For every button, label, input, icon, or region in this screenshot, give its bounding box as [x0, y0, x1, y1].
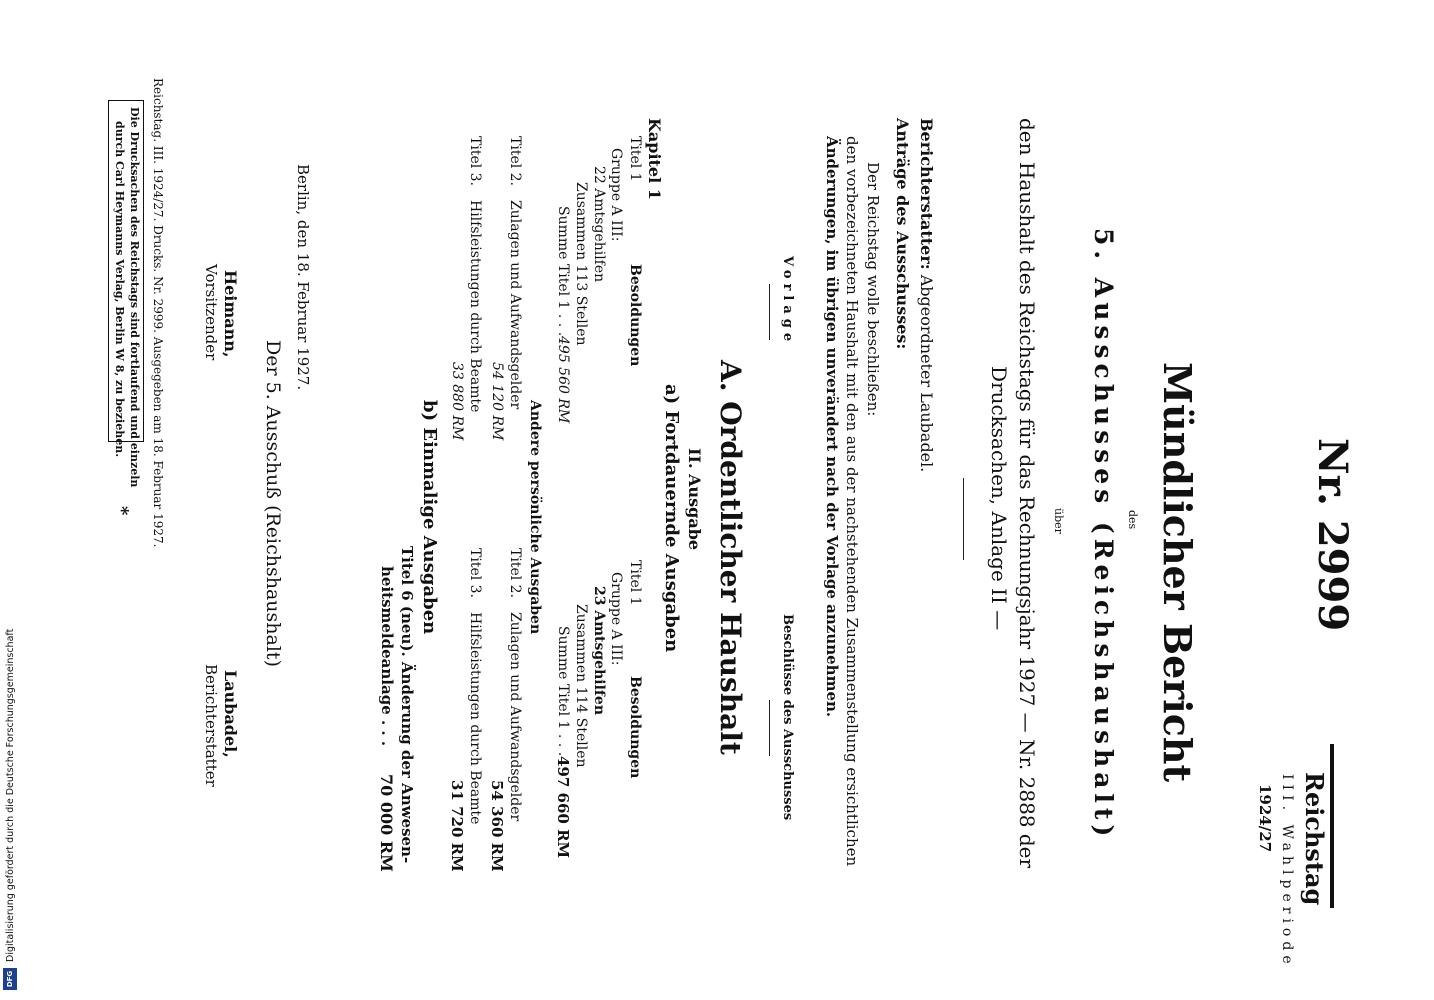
right-summe: Summe Titel 1 . . .: [555, 626, 571, 757]
footer-star: *: [111, 506, 132, 516]
vorlage-underline: [769, 284, 770, 340]
right-besoldungen: Besoldungen: [627, 676, 643, 779]
title-divider: [963, 478, 964, 560]
right-titel-6-line-1: Titel 6 (neu). Änderung der Anwesen-: [398, 546, 416, 864]
right-summe-value: 497 660 RM: [554, 756, 572, 859]
dfg-logo: [3, 968, 17, 990]
left-titel-2-value: 54 120 RM: [489, 362, 505, 441]
left-count: 22 Amtsgehilfen: [591, 166, 607, 283]
motions-heading: Anträge des Ausschusses:: [893, 118, 912, 350]
document-number: Nr. 2999: [1309, 438, 1356, 632]
continuing-expenditure-heading: a) Fortdauernde Ausgaben: [661, 384, 682, 653]
column-beschluesse: Beschlüsse des Ausschusses: [780, 614, 795, 821]
right-titel-2-value: 54 360 RM: [488, 780, 506, 872]
right-titel-2: Titel 2.: [507, 548, 523, 599]
right-titel-3-text: Hilfsleistungen durch Beamte: [467, 612, 483, 825]
dfg-logo-text: DFG: [6, 970, 14, 988]
title-des: des: [1126, 510, 1139, 530]
column-vorlage: Vorlage: [780, 256, 795, 347]
left-titel-3-text: Hilfsleistungen durch Beamte: [467, 200, 483, 413]
one-time-expenditure-heading: b) Einmalige Ausgaben: [419, 400, 440, 635]
distribution-notice-box: [108, 100, 144, 488]
right-titel-3-value: 31 720 RM: [448, 780, 466, 872]
left-gruppe: Gruppe A III:: [608, 148, 624, 242]
beschluesse-underline: [769, 700, 770, 756]
right-gruppe: Gruppe A III:: [608, 572, 624, 666]
closing-date: Berlin, den 18. Februar 1927.: [294, 164, 312, 391]
left-besoldungen: Besoldungen: [627, 264, 643, 367]
left-titel-2-text: Zulagen und Aufwandsgelder: [507, 200, 523, 410]
subject-line-2: Drucksachen, Anlage II —: [987, 366, 1011, 631]
period-years: 1924/27: [1256, 784, 1274, 853]
distribution-notice-line-2: durch Carl Heymanns Verlag, Berlin W 8, zu beziehen.: [113, 121, 126, 458]
chair-role: Vorsitzender: [202, 264, 220, 361]
left-titel-2: Titel 2.: [507, 136, 523, 187]
right-count-text: 23 Amtsgehilfen: [591, 586, 607, 716]
right-titel-6-line-2: heitsmeldeanlage . . .: [378, 566, 396, 747]
motions-line-1: Der Reichstag wolle beschließen:: [864, 162, 882, 417]
chair-name: Heimann,: [221, 270, 240, 358]
section-a-heading: A. Ordentlicher Haushalt: [714, 360, 747, 755]
right-titel-2-text: Zulagen und Aufwandsgelder: [507, 612, 523, 822]
right-titel-3: Titel 3.: [467, 548, 483, 599]
section-ii-heading: II. Ausgabe: [685, 448, 704, 551]
motions-line-3: [824, 136, 839, 717]
digitization-credit-text: Digitalisierung gefördert durch die Deutsche Forschungsgemeinschaft: [5, 628, 16, 962]
reporter-label: Berichterstatter:: [917, 118, 936, 270]
left-titel-3: Titel 3.: [467, 136, 483, 187]
election-period: III. Wahlperiode: [1279, 774, 1295, 969]
digitization-credit: [3, 600, 21, 992]
left-titel-1: Titel 1: [627, 136, 643, 182]
title-ueber: über: [1052, 508, 1065, 534]
reporter-signature-role: Berichterstatter: [202, 664, 220, 787]
left-summe: Summe Titel 1 . . .: [555, 206, 571, 337]
reichstag-label: Reichstag: [1300, 772, 1329, 906]
right-titel-6-value: 70 000 RM: [377, 774, 396, 872]
reporter-signature-name: Laubadel,: [221, 670, 240, 758]
left-summe-value: 495 560 RM: [555, 336, 571, 424]
committee-name: 5. Ausschusses (Reichshaushalt): [1089, 228, 1118, 842]
left-titel-3-value: 33 880 RM: [449, 362, 465, 441]
closing-committee: Der 5. Ausschuß (Reichshaushalt): [262, 340, 284, 667]
chapter-1: Kapitel 1: [645, 118, 664, 200]
right-zusammen: Zusammen 114 Stellen: [573, 604, 589, 768]
report-title: Mündlicher Bericht: [1155, 362, 1200, 783]
distribution-notice-line-1: Die Drucksachen des Reichstags sind fortlaufend und einzeln: [128, 107, 141, 488]
motions-line-3-text: Änderungen, im übrigen unverändert nach der Vorlage anzunehmen.: [823, 136, 841, 718]
print-footer-line: Reichstag. III. 1924/27. Drucks. Nr. 2999. Ausgegeben am 18. Februar 1927.: [151, 78, 165, 548]
reporter-line: [918, 118, 934, 472]
right-count: [592, 586, 606, 715]
reporter-name: Abgeordneter Laubadel.: [917, 274, 936, 473]
right-titel-1: Titel 1: [627, 560, 643, 606]
left-zusammen: Zusammen 113 Stellen: [573, 182, 589, 346]
subject-line-1: den Haushalt des Reichstags für das Rechnungsjahr 1927 — Nr. 2888 der: [1015, 118, 1039, 869]
other-personal-heading: Andere persönliche Ausgaben: [527, 400, 543, 635]
motions-line-2: den vorbezeichneten Haushalt mit den aus der nachstehenden Zusammenstellung ersichtlichen: [843, 136, 861, 867]
reichstag-bracket-line: [1330, 744, 1334, 908]
